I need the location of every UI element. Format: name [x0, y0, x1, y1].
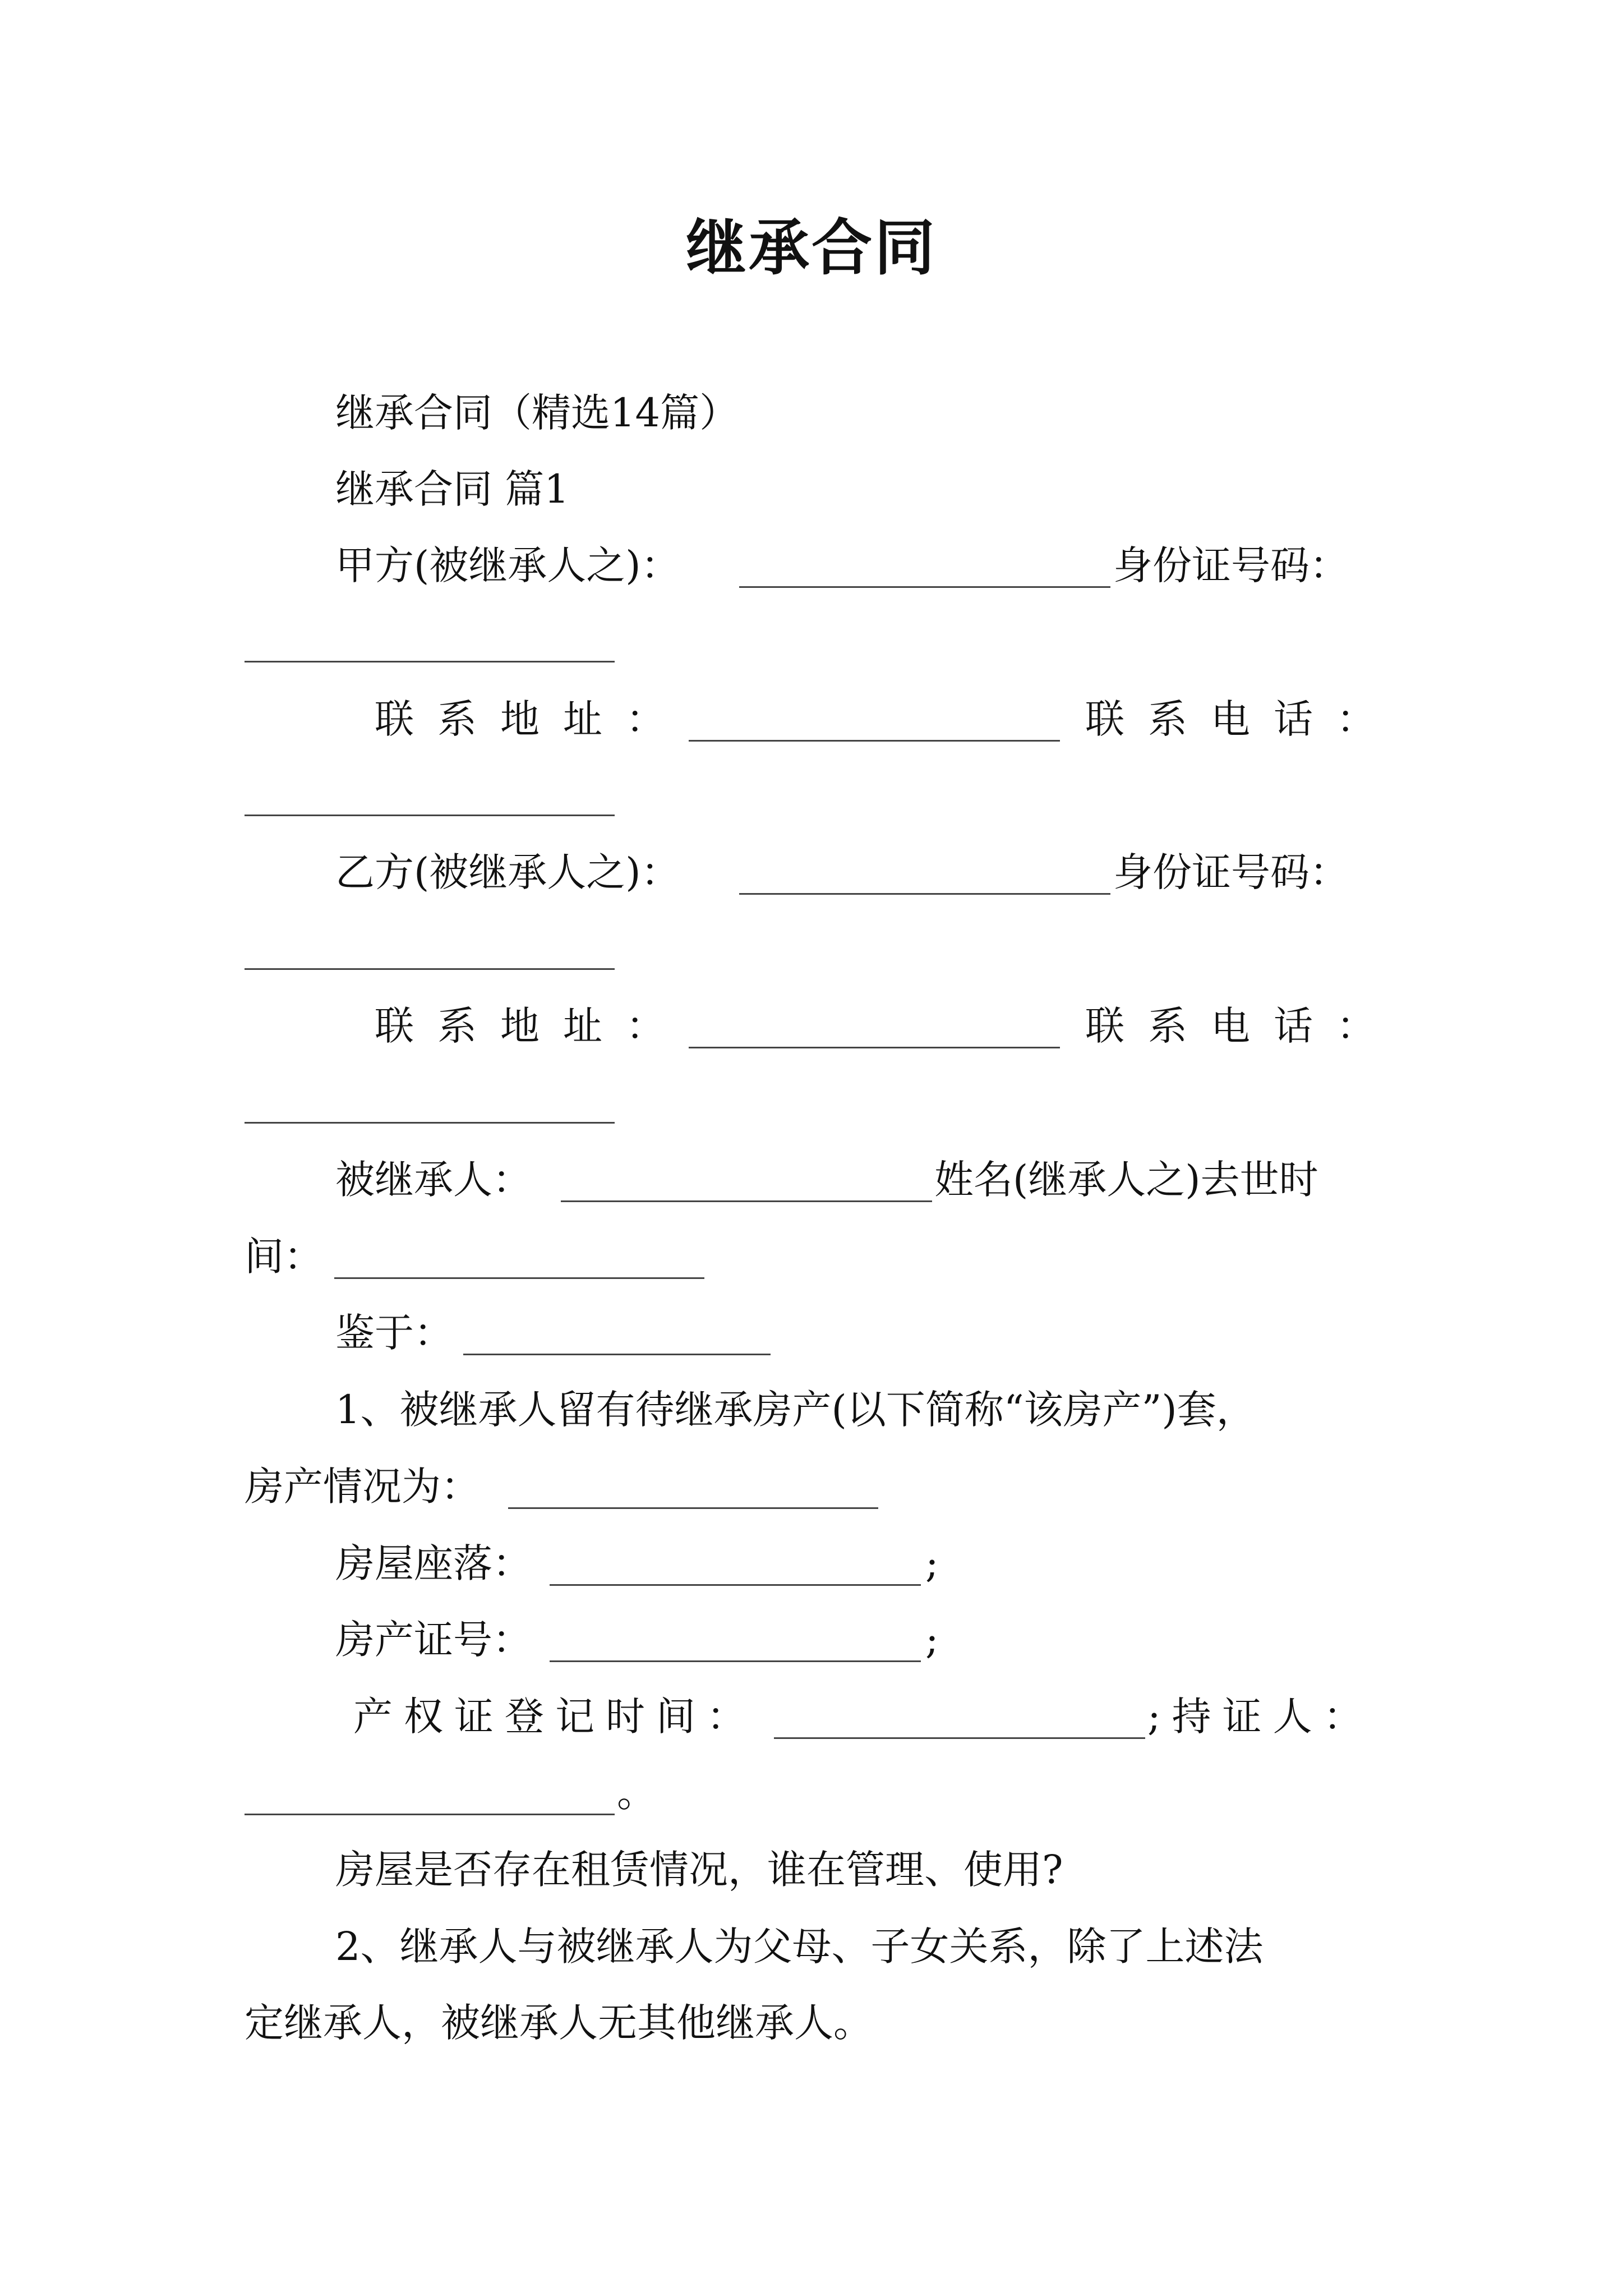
party-b-id-blank[interactable]: [245, 968, 615, 970]
party-a-id-blank[interactable]: [245, 661, 615, 662]
party-a-phone-label: 联系电话：: [1085, 696, 1399, 742]
holder-period: 。: [617, 1770, 656, 1816]
section-heading: 继承合同 篇1: [335, 466, 569, 512]
decedent-name-blank[interactable]: [561, 1200, 932, 1202]
party-b-label: 乙方(被继承人之)：: [335, 849, 680, 895]
registration-time-label: 产权证登记时间：: [353, 1694, 757, 1740]
cert-number-blank[interactable]: [550, 1660, 921, 1662]
cert-number-semicolon: ;: [925, 1617, 939, 1663]
death-time-label-cont: 间：: [245, 1234, 323, 1280]
whereas-label: 鉴于：: [335, 1310, 453, 1356]
party-b-phone-blank[interactable]: [245, 1122, 615, 1124]
whereas-blank[interactable]: [463, 1354, 771, 1355]
party-b-address-blank[interactable]: [689, 1047, 1060, 1048]
registration-time-blank[interactable]: [774, 1737, 1145, 1739]
party-b-address-label: 联系地址：: [375, 1003, 689, 1049]
house-location-label: 房屋座落：: [335, 1540, 532, 1586]
holder-label: ;持证人：: [1147, 1694, 1374, 1740]
doc-subtitle: 继承合同（精选14篇）: [335, 390, 739, 436]
lease-question: 房屋是否存在租赁情况，谁在管理、使用?: [335, 1847, 1063, 1893]
death-time-blank[interactable]: [334, 1277, 704, 1279]
party-a-address-label: 联系地址：: [375, 696, 689, 742]
clause-1-cont: 房产情况为：: [245, 1464, 480, 1510]
party-a-name-blank[interactable]: [739, 586, 1110, 588]
clause-2: 2、继承人与被继承人为父母、子女关系，除了上述法: [335, 1924, 1264, 1970]
holder-blank[interactable]: [245, 1814, 615, 1815]
party-a-id-label: 身份证号码：: [1113, 542, 1349, 588]
death-time-label: 姓名(继承人之)去世时: [934, 1157, 1318, 1203]
party-b-phone-label: 联系电话：: [1085, 1003, 1399, 1049]
house-location-blank[interactable]: [550, 1584, 921, 1586]
cert-number-label: 房产证号：: [335, 1617, 532, 1663]
party-a-label: 甲方(被继承人之)：: [335, 542, 680, 588]
house-location-semicolon: ;: [925, 1540, 939, 1586]
property-status-blank[interactable]: [508, 1507, 878, 1509]
party-b-id-label: 身份证号码：: [1113, 849, 1349, 895]
party-a-phone-blank[interactable]: [245, 815, 615, 816]
party-a-address-blank[interactable]: [689, 740, 1060, 742]
clause-1: 1、被继承人留有待继承房产(以下简称“该房产”)套，: [335, 1387, 1256, 1433]
document-title: 继承合同: [685, 213, 937, 283]
party-b-name-blank[interactable]: [739, 893, 1110, 895]
decedent-label: 被继承人：: [335, 1157, 532, 1203]
clause-2-cont: 定继承人，被继承人无其他继承人。: [245, 2000, 873, 2046]
